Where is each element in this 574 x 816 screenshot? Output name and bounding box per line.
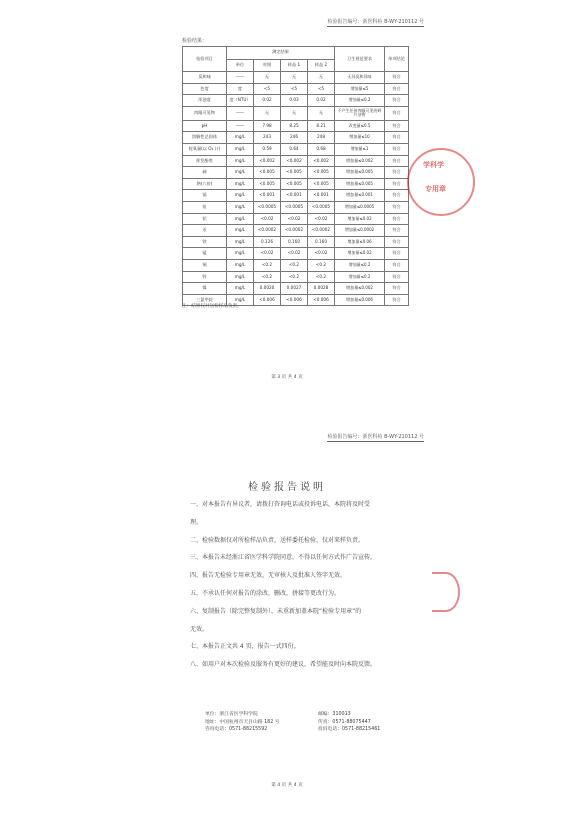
cell-conclusion: 符合 (385, 213, 409, 225)
instruction-line: 五、不承认任何对报告的涂改，删改，拼接等更改行为。 (190, 589, 341, 597)
cell-sample1: <0.2 (281, 259, 308, 271)
cell-sample1: <0.02 (281, 213, 308, 225)
cell-sample2: <0.002 (308, 155, 335, 167)
cell-sample2: 无 (308, 72, 335, 84)
cell-sample2: 0.0028 (308, 283, 335, 295)
table-row (183, 120, 409, 132)
table-row (183, 155, 409, 167)
cell-unit: mg/L (227, 271, 254, 283)
cell-unit: mg/L (227, 155, 254, 167)
cell-unit: 度 (227, 83, 254, 95)
cell-sample2: <0.02 (308, 213, 335, 225)
cell-conclusion: 符合 (385, 201, 409, 213)
cell-sample1: 0.160 (281, 236, 308, 248)
cell-unit: mg/L (227, 167, 254, 179)
inspection-seal-stamp-partial (432, 572, 460, 612)
cell-sample2: <0.006 (308, 294, 335, 306)
cell-unit: mg/L (227, 143, 254, 155)
cell-sample2: <0.005 (308, 167, 335, 179)
cell-standard: 增加量≤0.02 (335, 213, 385, 225)
cell-conclusion: 符合 (385, 83, 409, 95)
header-standard: 卫生规范要求 (335, 47, 385, 72)
table-row (183, 225, 409, 237)
cell-control: <0.006 (254, 294, 281, 306)
table-row (183, 248, 409, 260)
cell-sample2: <0.2 (308, 259, 335, 271)
results-note: 注：结果仅对送检样品负责。 (182, 304, 242, 309)
cell-control: 无 (254, 106, 281, 120)
cell-conclusion: 符合 (385, 271, 409, 283)
cell-sample1: <0.02 (281, 248, 308, 260)
cell-item: 锌 (183, 271, 227, 283)
cell-unit: 度（NTU） (227, 95, 254, 107)
cell-standard: 增加量≤10 (335, 132, 385, 144)
cell-sample1: <0.0002 (281, 225, 308, 237)
cell-standard: 增加量≤0.006 (335, 294, 385, 306)
table-row (183, 83, 409, 95)
page-number-3: 第 3 页 共 4 页 (271, 375, 303, 380)
table-row (183, 271, 409, 283)
cell-sample1: <5 (281, 83, 308, 95)
header-results: 测定结果 (227, 47, 335, 60)
cell-conclusion: 符合 (385, 72, 409, 84)
cell-sample1: <0.002 (281, 155, 308, 167)
cell-sample2: <0.0005 (308, 201, 335, 213)
cell-unit: mg/L (227, 259, 254, 271)
cell-sample2: 8.21 (308, 120, 335, 132)
results-table (182, 46, 409, 306)
results-body (183, 72, 409, 306)
cell-item: 色度 (183, 83, 227, 95)
table-row (183, 201, 409, 213)
cell-control: <0.001 (254, 190, 281, 202)
cell-conclusion: 符合 (385, 143, 409, 155)
stamp-text-1: 学科学 (423, 161, 444, 169)
cell-conclusion: 符合 (385, 236, 409, 248)
contact-complaint-phone: 投诉电话：0571-88215461 (318, 727, 381, 733)
cell-unit: mg/L (227, 225, 254, 237)
cell-item: 浑浊度 (183, 95, 227, 107)
header-control: 对照 (254, 59, 281, 72)
cell-control: 0.02 (254, 95, 281, 107)
cell-control: 0.59 (254, 143, 281, 155)
cell-standard: 增加量≤0.02 (335, 248, 385, 260)
cell-item: 铁 (183, 236, 227, 248)
cell-standard: 改变量≤0.5 (335, 120, 385, 132)
table-row (183, 178, 409, 190)
cell-sample1: <0.001 (281, 190, 308, 202)
cell-conclusion: 符合 (385, 120, 409, 132)
cell-control: <0.2 (254, 271, 281, 283)
stamp-text-2: 专用章 (425, 185, 446, 193)
table-row (183, 167, 409, 179)
instructions-title: 检验报告说明 (248, 482, 326, 493)
cell-item: 耗氧量(以 O₂ 计) (183, 143, 227, 155)
report-number-header: 检验报告编号：浙医科检 B-WY-210112 号 (327, 19, 424, 25)
cell-sample2: <5 (308, 83, 335, 95)
cell-control: <0.2 (254, 259, 281, 271)
cell-unit: —— (227, 72, 254, 84)
contact-unit: 单位：浙江省医学科学院 (205, 712, 258, 717)
cell-sample2: 0.02 (308, 95, 335, 107)
cell-conclusion: 符合 (385, 178, 409, 190)
table-row (183, 132, 409, 144)
cell-sample1: <0.005 (281, 167, 308, 179)
cell-standard: 增加量≤0.2 (335, 259, 385, 271)
cell-item: 汞 (183, 225, 227, 237)
cell-unit: mg/L (227, 236, 254, 248)
header-unit: 单位 (227, 59, 254, 72)
table-row (183, 236, 409, 248)
cell-sample2: <0.02 (308, 248, 335, 260)
cell-conclusion: 符合 (385, 167, 409, 179)
instruction-line: 六、复制报告（除完整复制外），未重新加盖本院“检验专用章”的 (190, 607, 362, 615)
inspection-seal-stamp (407, 148, 475, 216)
instruction-line: 一、对本报告有异议者，请拨打咨询电话或投诉电话，本院将及时受 (190, 501, 371, 508)
cell-sample1: 无 (281, 106, 308, 120)
header-conclusion: 单项结论 (385, 47, 409, 72)
cell-item: pH (183, 120, 227, 132)
contact-postcode: 邮编：310013 (318, 712, 351, 717)
cell-standard: 不产生任何肉眼可见的碎片杂物 (335, 106, 385, 120)
cell-sample2: <0.001 (308, 190, 335, 202)
cell-sample1: 0.0027 (281, 283, 308, 295)
cell-standard: 增加量≤5 (335, 83, 385, 95)
cell-sample2: <0.005 (308, 178, 335, 190)
cell-item: 挥发酚类 (183, 155, 227, 167)
cell-standard: 增加量≤1 (335, 143, 385, 155)
cell-sample2: 0.160 (308, 236, 335, 248)
cell-unit: mg/L (227, 178, 254, 190)
cell-standard: 增加量≤0.002 (335, 155, 385, 167)
instructions-list (190, 496, 430, 674)
contact-info-right (318, 711, 380, 734)
cell-conclusion: 符合 (385, 248, 409, 260)
header-item: 检验项目 (183, 47, 227, 72)
cell-standard: 增加量≤0.002 (335, 283, 385, 295)
header-sample1: 样品 1 (281, 59, 308, 72)
cell-item: 三氯甲烷 (183, 294, 227, 306)
cell-item: 砷 (183, 167, 227, 179)
instruction-line: 无效。 (190, 625, 209, 633)
contact-address: 地址：中国杭州市天目山路 182 号 (205, 719, 280, 725)
table-row (183, 259, 409, 271)
report-page-3 (0, 0, 574, 405)
cell-conclusion: 符合 (385, 106, 409, 120)
cell-control: 243 (254, 132, 281, 144)
cell-sample1: 8.25 (281, 120, 308, 132)
cell-sample1: <0.2 (281, 271, 308, 283)
cell-sample1: 无 (281, 72, 308, 84)
cell-item: 镉 (183, 190, 227, 202)
cell-sample2: <0.2 (308, 271, 335, 283)
table-row (183, 283, 409, 295)
cell-item: 铜 (183, 259, 227, 271)
cell-conclusion: 符合 (385, 132, 409, 144)
cell-standard: 增加量≤0.001 (335, 190, 385, 202)
cell-unit: mg/L (227, 294, 254, 306)
cell-standard: 增加量≤0.06 (335, 236, 385, 248)
cell-item: 肉眼可见物 (183, 106, 227, 120)
cell-sample1: <0.006 (281, 294, 308, 306)
cell-sample2: 0.68 (308, 143, 335, 155)
instruction-line: 八、如用户对本次检验及服务有更好的建议，希望能及时向本院反馈。 (190, 661, 377, 669)
cell-standard: 增加量≤0.0002 (335, 225, 385, 237)
cell-control: 0.0020 (254, 283, 281, 295)
cell-control: <0.0002 (254, 225, 281, 237)
cell-conclusion: 符合 (385, 259, 409, 271)
cell-standard: 增加量≤0.2 (335, 95, 385, 107)
cell-control: <0.02 (254, 248, 281, 260)
cell-control: 7.98 (254, 120, 281, 132)
cell-item: 铬(六价) (183, 178, 227, 190)
cell-unit: —— (227, 106, 254, 120)
cell-item: 铝 (183, 213, 227, 225)
header-sample2: 样品 2 (308, 59, 335, 72)
cell-conclusion: 符合 (385, 190, 409, 202)
cell-control: <5 (254, 83, 281, 95)
cell-unit: mg/L (227, 132, 254, 144)
cell-item: 溶解性总固体 (183, 132, 227, 144)
cell-control: <0.005 (254, 178, 281, 190)
cell-unit: mg/L (227, 190, 254, 202)
section-label: 检验结果： (182, 38, 208, 44)
cell-conclusion: 符合 (385, 95, 409, 107)
page-number-4: 第 4 页 共 4 页 (271, 783, 303, 788)
cell-sample1: 0.64 (281, 143, 308, 155)
cell-standard: 增加量≤0.005 (335, 178, 385, 190)
cell-sample1: <0.005 (281, 178, 308, 190)
cell-conclusion: 符合 (385, 283, 409, 295)
cell-conclusion: 符合 (385, 225, 409, 237)
cell-standard: 增加量≤0.2 (335, 271, 385, 283)
cell-sample2: 248 (308, 132, 335, 144)
contact-phone: 咨询电话：0571-88215592 (205, 727, 268, 733)
instruction-line: 理。 (190, 518, 203, 526)
cell-sample1: <0.0005 (281, 201, 308, 213)
table-row (183, 72, 409, 84)
cell-control: <0.02 (254, 213, 281, 225)
cell-sample2: <0.0002 (308, 225, 335, 237)
table-row (183, 190, 409, 202)
cell-unit: mg/L (227, 283, 254, 295)
instruction-line: 三、本报告未经浙江省医学科学院同意，不得以任何方式作广告宣传。 (190, 554, 377, 562)
table-row (183, 106, 409, 120)
cell-control: <0.005 (254, 167, 281, 179)
cell-standard: 无异臭和异味 (335, 72, 385, 84)
cell-standard: 增加量≤0.005 (335, 167, 385, 179)
table-row (183, 213, 409, 225)
contact-info-left (205, 711, 280, 734)
cell-item: 铅 (183, 201, 227, 213)
cell-item: 臭和味 (183, 72, 227, 84)
cell-unit: —— (227, 120, 254, 132)
report-page-4 (0, 410, 574, 816)
cell-sample1: 246 (281, 132, 308, 144)
table-row (183, 95, 409, 107)
table-row (183, 143, 409, 155)
instruction-line: 二、检验数据仅对所检样品负责，送样委托检验，仅对来样负责。 (190, 536, 365, 544)
instruction-line: 四、报告无检验专用章无效，无审核人及批准人签字无效。 (190, 572, 347, 580)
cell-sample1: 0.03 (281, 95, 308, 107)
cell-control: 0.126 (254, 236, 281, 248)
cell-conclusion: 符合 (385, 294, 409, 306)
cell-standard: 增加量≤0.0005 (335, 201, 385, 213)
cell-control: <0.0005 (254, 201, 281, 213)
cell-unit: mg/L (227, 248, 254, 260)
cell-unit: mg/L (227, 213, 254, 225)
instruction-line: 七、本报告正文共 4 页，报告一式四份。 (190, 643, 300, 651)
contact-fax: 传真：0571-88075447 (318, 719, 371, 725)
cell-sample2: 无 (308, 106, 335, 120)
cell-unit: mg/L (227, 201, 254, 213)
report-number-header-2: 检验报告编号：浙医科检 B-WY-210112 号 (327, 434, 424, 440)
cell-conclusion: 符合 (385, 155, 409, 167)
cell-control: <0.002 (254, 155, 281, 167)
cell-control: 无 (254, 72, 281, 84)
cell-item: 镍 (183, 283, 227, 295)
cell-item: 锰 (183, 248, 227, 260)
